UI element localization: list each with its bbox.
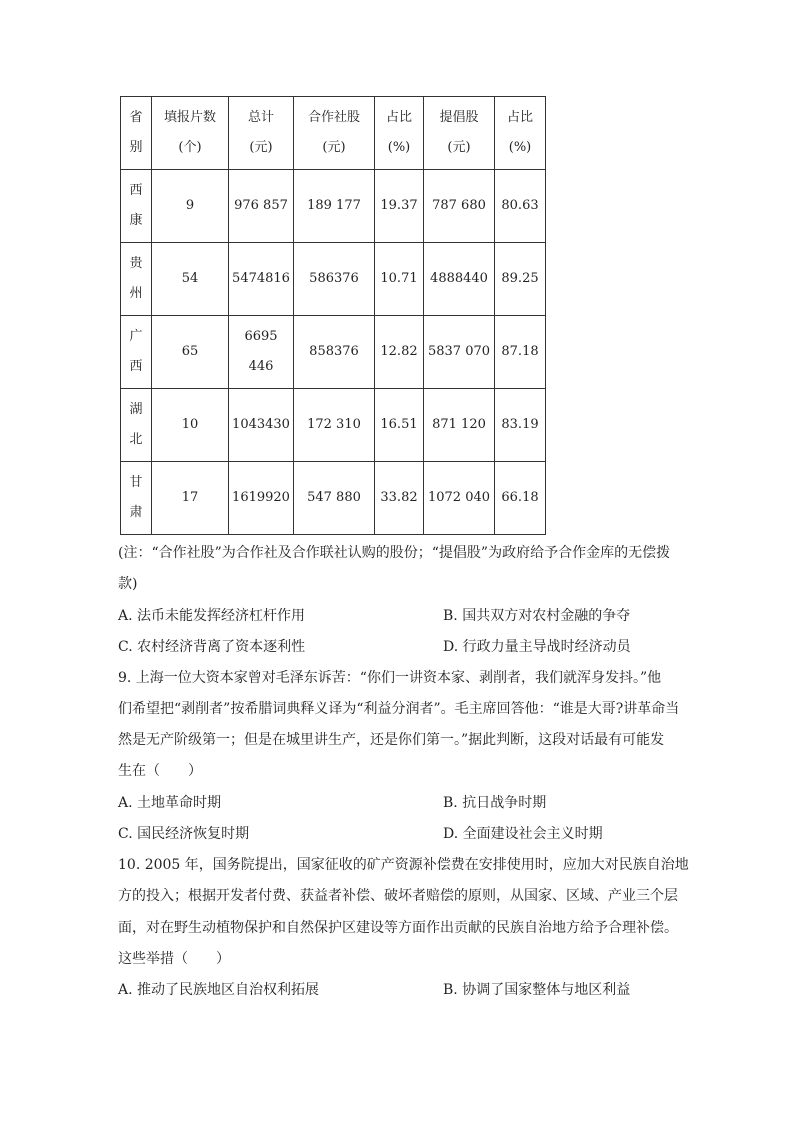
q9-option-d: D. 全面建设社会主义时期 [443, 826, 603, 842]
cell-gov-pct: 66.18 [495, 462, 546, 535]
q8-option-d: D. 行政力量主导战时经济动员 [443, 639, 631, 655]
cell-count: 9 [152, 170, 229, 243]
table-row [121, 170, 546, 243]
q10-option-a: A. 推动了民族地区自治权利拓展 [118, 982, 320, 998]
q9-stem-line: 们希望把“剥削者”按希腊词典释义译为“利益分润者”。毛主席回答他：“谁是大哥?讲革命当 [118, 701, 680, 717]
cell-gov-pct: 80.63 [495, 170, 546, 243]
q8-option-b: B. 国共双方对农村金融的争夺 [443, 608, 631, 624]
cell-count: 65 [152, 316, 229, 389]
header-total: 总计 (元) [229, 97, 294, 170]
cell-total: 1043430 [229, 389, 294, 462]
header-gov-pct: 占比 (%) [495, 97, 546, 170]
table-row [121, 243, 546, 316]
cell-total: 5474816 [229, 243, 294, 316]
cell-coop-pct: 10.71 [375, 243, 424, 316]
header-count: 填报片数 (个) [152, 97, 229, 170]
cell-coop: 189 177 [294, 170, 375, 243]
cell-coop-pct: 33.82 [375, 462, 424, 535]
q9-stem-line: 然是无产阶级第一；但是在城里讲生产，还是你们第一。”据此判断，这段对话最有可能发 [118, 732, 665, 748]
q10-stem-line: 这些举措（ ） [118, 951, 230, 967]
header-coop-pct: 占比 (%) [375, 97, 424, 170]
cell-count: 17 [152, 462, 229, 535]
cell-province: 广 西 [121, 316, 152, 389]
cell-province: 湖 北 [121, 389, 152, 462]
cell-coop: 858376 [294, 316, 375, 389]
cell-count: 54 [152, 243, 229, 316]
cell-total: 6695 446 [229, 316, 294, 389]
q9-stem-line: 9. 上海一位大资本家曾对毛泽东诉苦：“你们一讲资本家、剥削者，我们就浑身发抖。”他 [118, 670, 662, 686]
cell-gov-pct: 87.18 [495, 316, 546, 389]
cell-coop-pct: 16.51 [375, 389, 424, 462]
cell-province: 甘 肃 [121, 462, 152, 535]
cell-coop: 586376 [294, 243, 375, 316]
q10-stem-line: 10. 2005 年，国务院提出，国家征收的矿产资源补偿费在安排使用时，应加大对民族自治地 [118, 857, 689, 873]
q10-option-b: B. 协调了国家整体与地区利益 [443, 982, 631, 998]
cell-coop: 547 880 [294, 462, 375, 535]
cell-gov: 787 680 [424, 170, 495, 243]
q8-option-c: C. 农村经济背离了资本逐利性 [118, 639, 306, 655]
q10-stem-line: 方的投入；根据开发者付费、获益者补偿、破坏者赔偿的原则，从国家、区域、产业三个层 [118, 888, 678, 904]
q9-option-a: A. 土地革命时期 [118, 795, 222, 811]
table-note-line: (注：“合作社股”为合作社及合作联社认购的股份；“提倡股”为政府给予合作金库的无偿拨 [118, 545, 671, 561]
table-note-line: 款) [118, 576, 138, 592]
cell-gov-pct: 83.19 [495, 389, 546, 462]
cell-gov: 871 120 [424, 389, 495, 462]
cell-coop-pct: 19.37 [375, 170, 424, 243]
q9-option-c: C. 国民经济恢复时期 [118, 826, 250, 842]
q10-stem-line: 面，对在野生动植物保护和自然保护区建设等方面作出贡献的民族自治地方给予合理补偿。 [118, 920, 678, 936]
cell-coop: 172 310 [294, 389, 375, 462]
cell-total: 976 857 [229, 170, 294, 243]
header-coop-share: 合作社股 (元) [294, 97, 375, 170]
table-header-row [121, 97, 546, 170]
cell-gov: 4888440 [424, 243, 495, 316]
cell-count: 10 [152, 389, 229, 462]
q9-stem-line: 生在（ ） [118, 763, 202, 779]
cell-gov-pct: 89.25 [495, 243, 546, 316]
cooperative-share-table [120, 96, 546, 535]
cell-gov: 1072 040 [424, 462, 495, 535]
q9-option-b: B. 抗日战争时期 [443, 795, 547, 811]
header-province: 省 别 [121, 97, 152, 170]
cell-province: 贵 州 [121, 243, 152, 316]
header-gov-share: 提倡股 (元) [424, 97, 495, 170]
table-row [121, 316, 546, 389]
cell-total: 1619920 [229, 462, 294, 535]
cell-coop-pct: 12.82 [375, 316, 424, 389]
table-row [121, 389, 546, 462]
cell-gov: 5837 070 [424, 316, 495, 389]
table-row [121, 462, 546, 535]
cell-province: 西 康 [121, 170, 152, 243]
q8-option-a: A. 法币未能发挥经济杠杆作用 [118, 608, 306, 624]
